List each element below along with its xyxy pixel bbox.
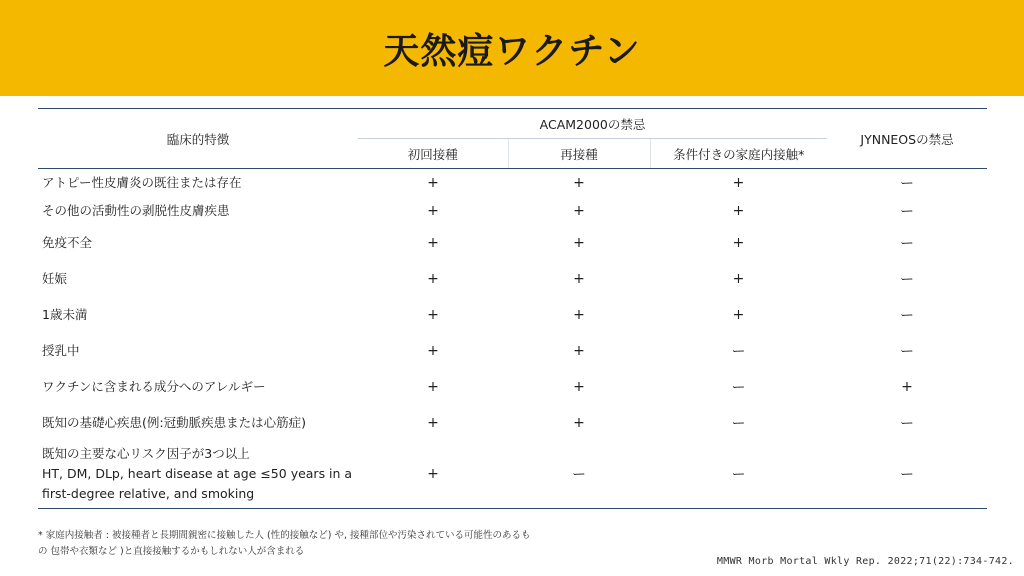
contraindication-mark: ー xyxy=(900,203,914,220)
clinical-feature-text: ワクチンに含まれる成分へのアレルギー xyxy=(42,378,266,394)
contraindication-mark: ー xyxy=(900,271,914,288)
table-row xyxy=(38,225,987,261)
clinical-feature-cell xyxy=(38,369,358,405)
contraindication-mark: + xyxy=(732,306,745,323)
table-row xyxy=(38,197,987,225)
table-row xyxy=(38,405,987,441)
table-row xyxy=(38,333,987,369)
clinical-feature-cell xyxy=(38,225,358,261)
contraindication-mark: + xyxy=(573,414,585,431)
clinical-feature-text: その他の活動性の剥脱性皮膚疾患 xyxy=(42,202,230,218)
contraindication-mark: + xyxy=(573,270,585,287)
clinical-feature-cell xyxy=(38,169,358,197)
contraindication-mark: ー xyxy=(900,235,914,252)
contraindication-mark: + xyxy=(427,306,439,323)
contraindication-mark: ー xyxy=(900,307,914,324)
clinical-feature-text: 妊娠 xyxy=(42,270,68,286)
contraindication-mark: + xyxy=(358,441,508,509)
contraindication-mark: + xyxy=(573,306,585,323)
contraindication-mark: + xyxy=(427,270,439,287)
clinical-feature-text: HT, DM, DLp, heart disease at age ≤50 years in a xyxy=(42,466,353,482)
title-banner xyxy=(0,0,1024,96)
clinical-feature-text: first-degree relative, and smoking xyxy=(42,486,255,502)
page-title: 天然痘ワクチン xyxy=(383,30,641,72)
citation: MMWR Morb Mortal Wkly Rep. 2022;71(22):734-742. xyxy=(716,556,1014,567)
footnote-line: の 包帯や衣類など )と直接接触するかもしれない人が含まれる xyxy=(38,546,305,557)
contraindication-table xyxy=(38,108,987,509)
header-revaccination: 再接種 xyxy=(508,139,650,169)
contraindication-mark: ー xyxy=(731,415,746,432)
contraindication-mark: ー xyxy=(900,175,914,192)
contraindication-mark: + xyxy=(427,378,439,395)
clinical-feature-cell xyxy=(38,261,358,297)
contraindication-mark: ー xyxy=(731,379,746,396)
contraindication-mark: + xyxy=(427,174,439,191)
contraindication-mark: ー xyxy=(731,343,746,360)
contraindication-mark: + xyxy=(573,174,585,191)
contraindication-mark: + xyxy=(573,234,585,251)
header-clinical-feature: 臨床的特徴 xyxy=(38,109,358,169)
clinical-feature-cell xyxy=(38,441,358,509)
contraindication-mark: + xyxy=(573,378,585,395)
contraindication-mark: ー xyxy=(900,343,914,360)
clinical-feature-text: 免疫不全 xyxy=(42,234,93,250)
clinical-feature-text: 1歳未満 xyxy=(42,306,88,322)
table-row xyxy=(38,297,987,333)
header-acam2000: ACAM2000の禁忌 xyxy=(358,109,827,139)
clinical-feature-cell xyxy=(38,333,358,369)
clinical-feature-cell xyxy=(38,405,358,441)
footnote-line: * 家庭内接触者 : 被接種者と長期間親密に接触した人 (性的接触など) や, 接種部位や汚染されている可能性のあるも xyxy=(38,530,531,541)
contraindication-mark: ー xyxy=(827,441,987,509)
contraindication-mark: + xyxy=(427,342,439,359)
table-row xyxy=(38,369,987,405)
clinical-feature-text: 授乳中 xyxy=(42,342,80,358)
contraindication-mark: + xyxy=(427,234,439,251)
header-jynneos: JYNNEOSの禁忌 xyxy=(827,109,987,169)
contraindication-mark: + xyxy=(427,202,439,219)
contraindication-mark: ー xyxy=(900,415,914,432)
table-row xyxy=(38,169,987,197)
clinical-feature-text: アトピー性皮膚炎の既往または存在 xyxy=(42,174,242,190)
contraindication-mark: + xyxy=(732,270,745,287)
header-primary-vaccination: 初回接種 xyxy=(358,139,508,169)
contraindication-mark: + xyxy=(573,342,585,359)
contraindication-mark: + xyxy=(573,202,585,219)
contraindication-mark: + xyxy=(732,202,745,219)
clinical-feature-cell xyxy=(38,197,358,225)
table-body xyxy=(38,169,987,509)
contraindication-mark: ー xyxy=(650,441,827,509)
clinical-feature-text: 既知の主要な心リスク因子が3つ以上 xyxy=(42,446,250,462)
footnote xyxy=(38,528,618,560)
contraindication-mark: + xyxy=(732,174,745,191)
table-row xyxy=(38,261,987,297)
contraindication-mark: ー xyxy=(508,441,650,509)
contraindication-mark: + xyxy=(427,414,439,431)
contraindication-mark: + xyxy=(901,378,913,395)
contraindication-mark: + xyxy=(732,234,745,251)
header-household-contact: 条件付きの家庭内接触* xyxy=(650,139,827,169)
clinical-feature-text: 既知の基礎心疾患(例:冠動脈疾患または心筋症) xyxy=(42,414,306,430)
clinical-feature-cell xyxy=(38,297,358,333)
table-row xyxy=(38,441,987,509)
